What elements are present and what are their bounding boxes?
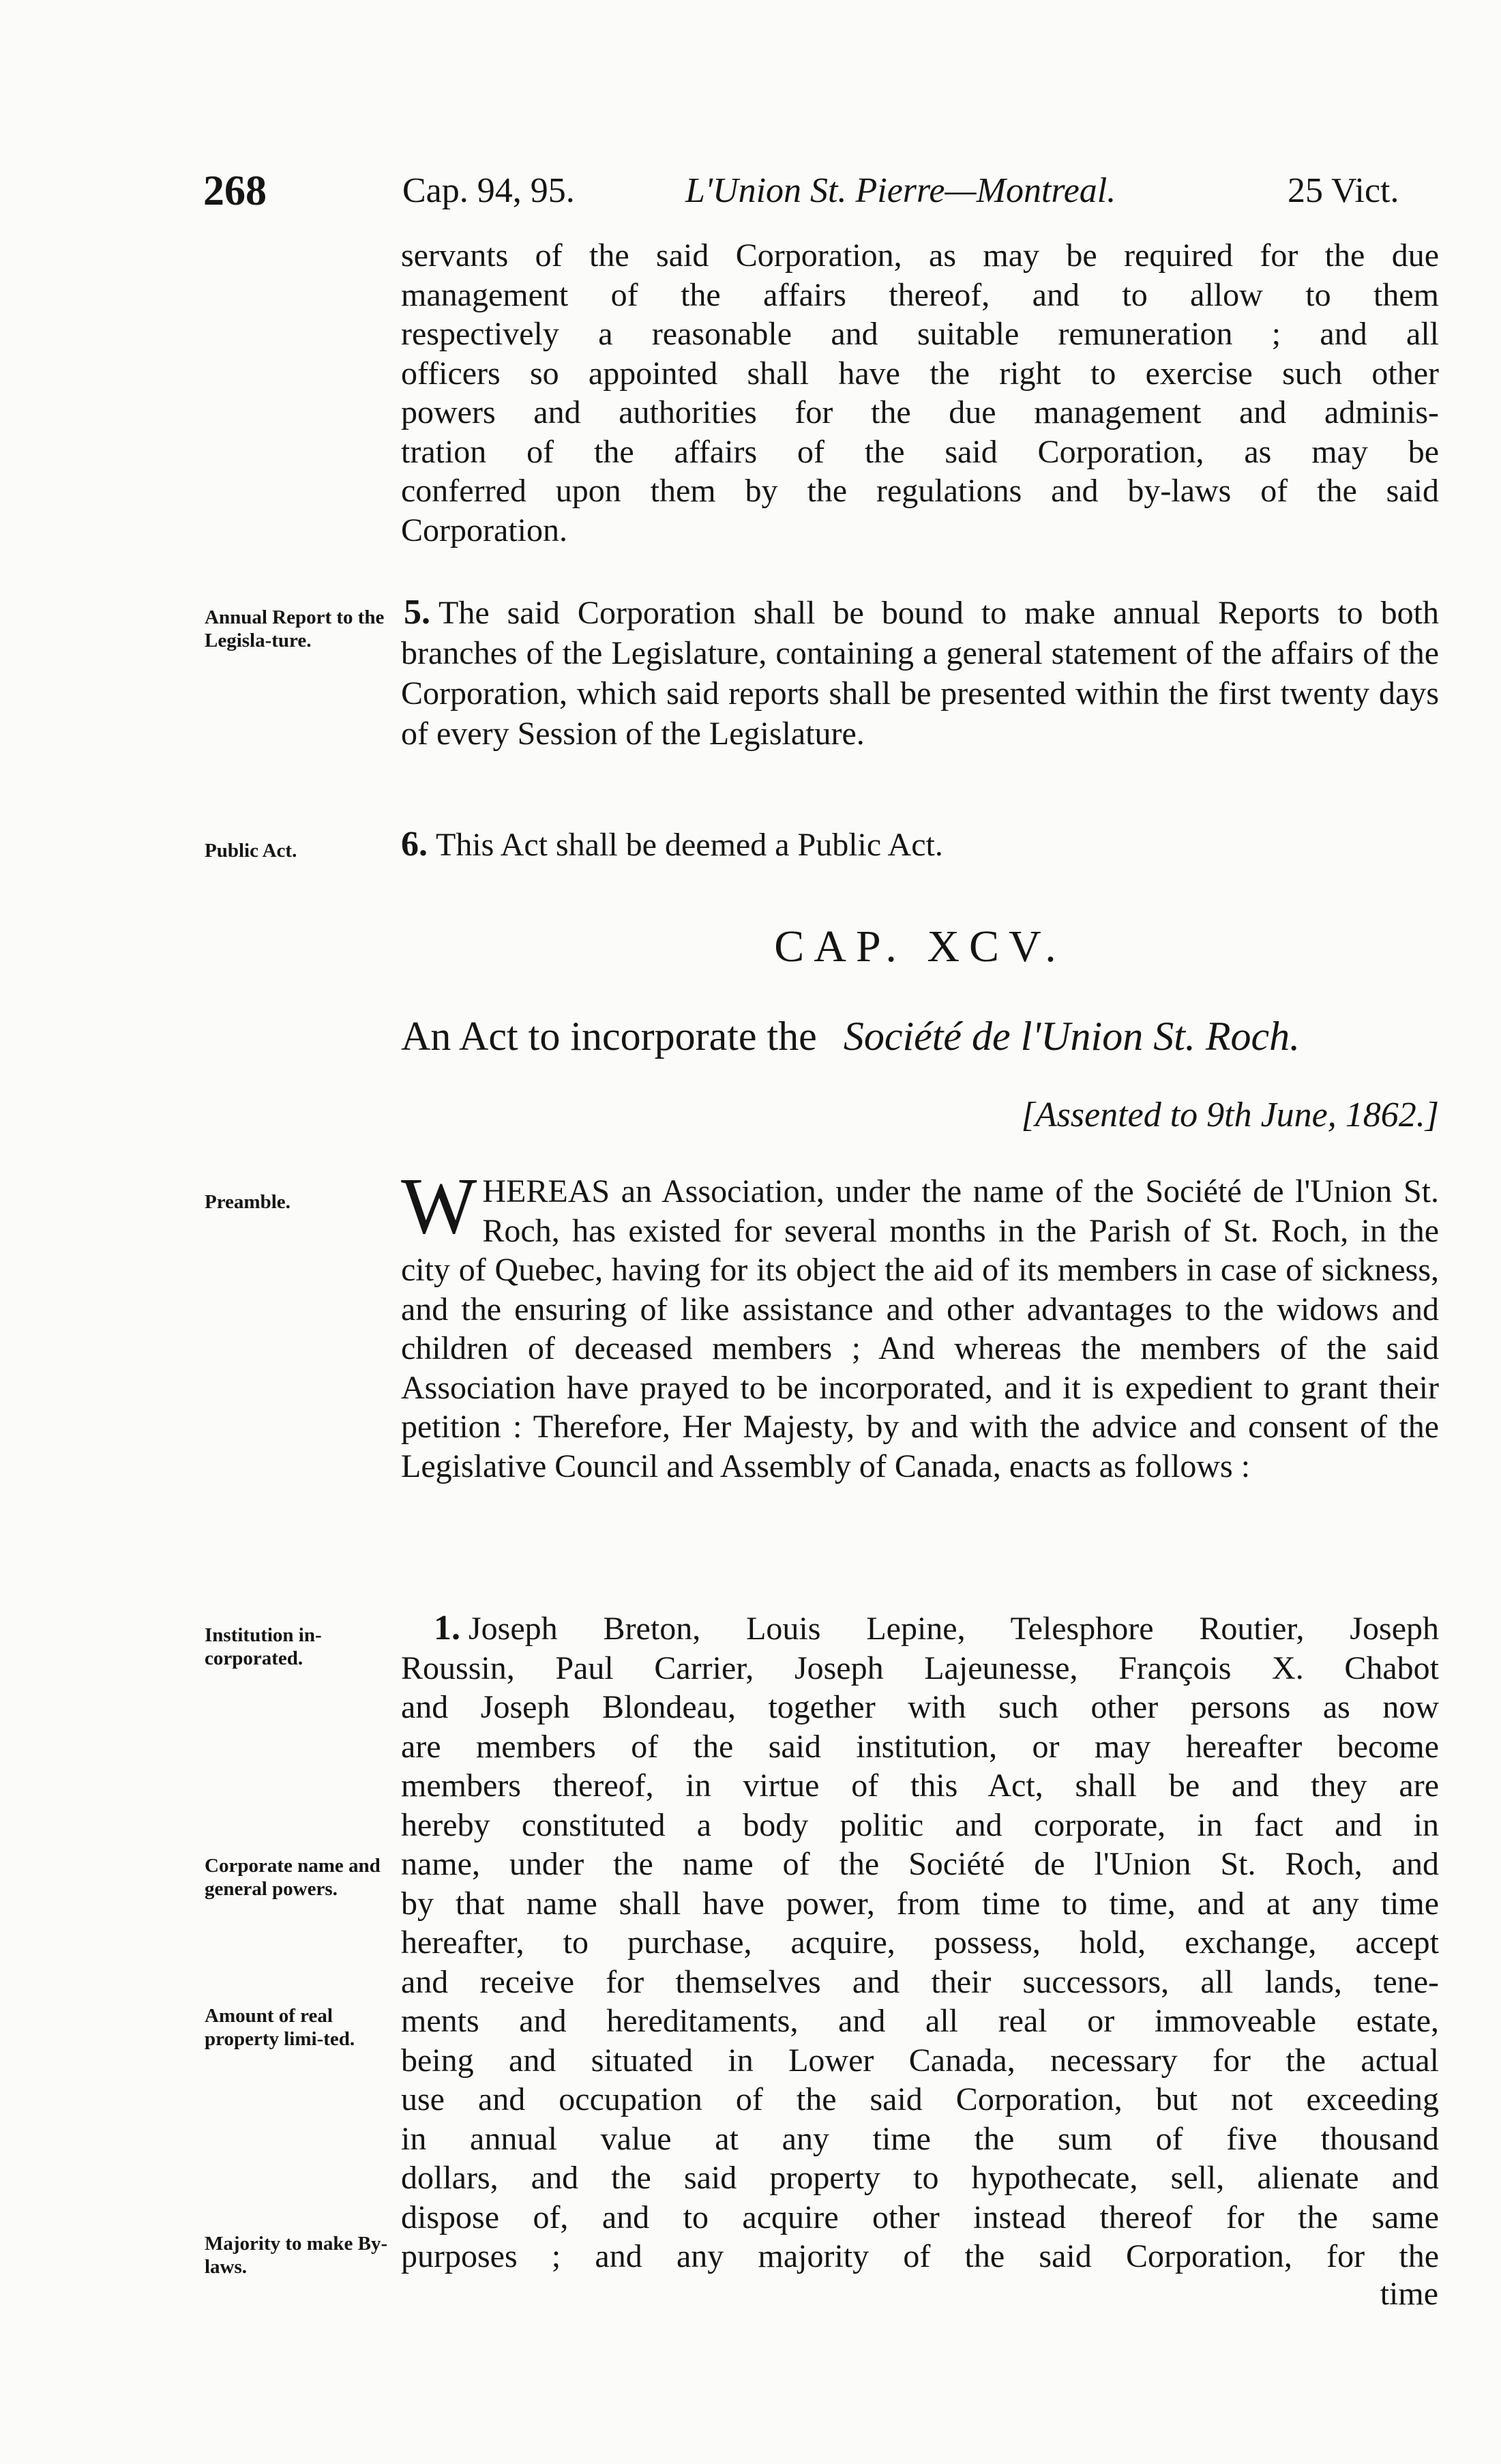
margin-note-public-act: Public Act. <box>205 840 297 862</box>
text-line: hereby constituted a body politic and corporate, in fact and in <box>401 1806 1439 1843</box>
act-title-prefix: An Act to incorporate the <box>401 1014 817 1059</box>
section-5-text: The said Corporation shall be bound to make annual Reports to both branches of the Legislature, containing a general statement of the affairs of the Corporation, which said reports shall be presented within the first twenty days of every Session of the Legislature. <box>401 595 1439 752</box>
section-number: 1. <box>434 1609 460 1647</box>
act-title-society: Société de l'Union St. Roch. <box>843 1014 1301 1059</box>
text-line: and receive for themselves and their successors, all lands, tene- <box>401 1963 1439 2000</box>
text-line: dollars, and the said property to hypothecate, sell, alienate and <box>401 2160 1439 2196</box>
drop-cap: W <box>401 1161 477 1250</box>
assent-date: [Assented to 9th June, 1862.] <box>1021 1096 1439 1134</box>
text-line-content: Joseph Breton, Louis Lepine, Telesphore Routier, Joseph <box>469 1611 1439 1647</box>
section-number: 6. <box>401 825 428 864</box>
text-line: purposes ; and any majority of the said Corporation, for the <box>401 2238 1439 2274</box>
text-line <box>401 1609 1439 1649</box>
text-line: management of the affairs thereof, and to allow to them <box>401 276 1439 313</box>
text-line: by that name shall have power, from time to time, and at any time <box>401 1885 1439 1922</box>
margin-note-institution: Institution in-corporated. <box>205 1624 322 1669</box>
margin-note-annual-report: Annual Report to the Legisla-ture. <box>205 606 385 651</box>
margin-note-real-property: Amount of real property limi-ted. <box>205 2005 355 2050</box>
section-6 <box>401 824 1439 865</box>
running-title: L'Union St. Pierre—Montreal. <box>685 171 1116 210</box>
text-line: ments and hereditaments, and all real or immoveable estate, <box>401 2003 1439 2039</box>
preamble-text: HEREAS an Association, under the name of the Société de l'Union St. Roch, has existed for several months in the Parish of St. Roch, in the city of Quebec, having for its object the aid of its members in case of sickness, and the ensuring of like assistance and other advantages to the widows and children of deceased members ; And whereas the members of the said Association have prayed to be incorporated, and it is expedient to grant their petition : Therefore, Her Majesty, by and with the advice and consent of the Legislative Council and Assembly of Canada, enacts as follows : <box>401 1173 1439 1484</box>
regnal-year: 25 Vict. <box>1288 171 1399 210</box>
act-title <box>401 1013 1439 1060</box>
section-number: 5. <box>404 593 430 632</box>
section-6-text: This Act shall be deemed a Public Act. <box>436 827 943 863</box>
text-line: respectively a reasonable and suitable remuneration ; and all <box>401 316 1439 352</box>
margin-note-preamble: Preamble. <box>205 1191 291 1213</box>
text-line: are members of the said institution, or may hereafter become <box>401 1728 1439 1765</box>
preamble <box>401 1161 1439 1486</box>
text-line: Corporation. <box>401 512 567 548</box>
text-line: name, under the name of the Société de l'Union St. Roch, and <box>401 1846 1439 1882</box>
text-line: powers and authorities for the due management and adminis- <box>401 394 1439 430</box>
text-line: being and situated in Lower Canada, necessary for the actual <box>401 2042 1439 2079</box>
margin-note-corporate-powers: Corporate name and general powers. <box>205 1855 381 1900</box>
text-line: use and occupation of the said Corporation, but not exceeding <box>401 2081 1439 2117</box>
text-line: members thereof, in virtue of this Act, shall be and they are <box>401 1768 1439 1804</box>
section-1 <box>401 1609 1439 2276</box>
text-line: officers so appointed shall have the right to exercise such other <box>401 355 1439 392</box>
text-line: hereafter, to purchase, acquire, possess, hold, exchange, accept <box>401 1924 1439 1961</box>
text-line: and Joseph Blondeau, together with such other persons as now <box>401 1689 1439 1725</box>
text-line: in annual value at any time the sum of five thousand <box>401 2120 1439 2157</box>
chapter-reference: Cap. 94, 95. <box>402 171 575 210</box>
chapter-heading: CAP. XCV. <box>774 922 1066 971</box>
catchword: time <box>1380 2276 1438 2312</box>
continuation-paragraph <box>401 236 1439 550</box>
page-number: 268 <box>203 168 267 214</box>
section-5 <box>401 592 1439 754</box>
text-line: conferred upon them by the regulations and by-laws of the said <box>401 473 1439 509</box>
margin-note-majority: Majority to make By-laws. <box>205 2233 388 2278</box>
text-line: Roussin, Paul Carrier, Joseph Lajeunesse, François X. Chabot <box>401 1649 1439 1686</box>
text-line: dispose of, and to acquire other instead thereof for the same <box>401 2199 1439 2235</box>
text-line: servants of the said Corporation, as may be required for the due <box>401 237 1439 274</box>
text-line: tration of the affairs of the said Corporation, as may be <box>401 433 1439 470</box>
